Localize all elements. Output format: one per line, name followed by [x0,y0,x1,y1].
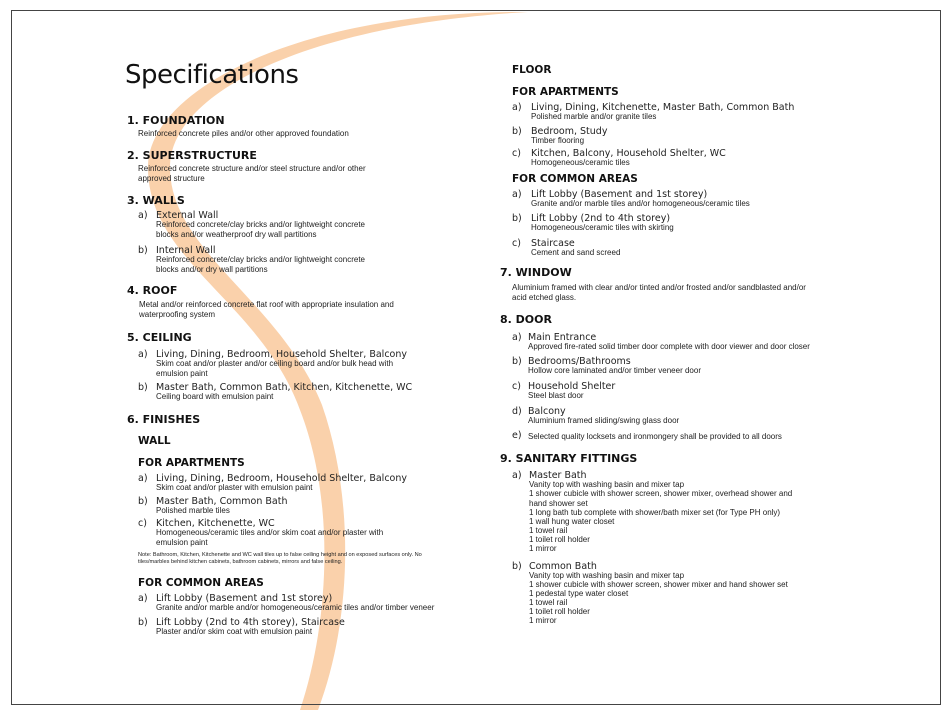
finishes-apartment-title: Living, Dining, Bedroom, Household Shelter, Balcony [156,473,407,484]
door-item-title: Main Entrance [528,332,597,343]
sanitary-line: 1 toilet roll holder [529,607,590,616]
walls-item-title: External Wall [156,210,219,221]
walls-heading: 3. WALLS [127,194,185,207]
floor-apartment-title: Bedroom, Study [531,126,608,137]
sanitary-item-title: Master Bath [529,470,587,481]
finishes-heading: 6. FINISHES [127,413,201,426]
door-item-letter: a) [512,332,522,343]
walls-item-letter: b) [138,245,148,256]
floor-apartment-letter: b) [512,126,522,137]
finishes-apartment-title: Master Bath, Common Bath [156,496,288,507]
sanitary-line: 1 towel rail [529,598,568,607]
door-item-text: Selected quality locksets and ironmongery shall be provided to all doors [528,432,782,441]
floor-common-heading: FOR COMMON AREAS [512,173,638,185]
sanitary-heading: 9. SANITARY FITTINGS [500,452,638,465]
roof-text: Metal and/or reinforced concrete flat roof with appropriate insulation and waterproofing system [139,300,394,319]
walls-item-letter: a) [138,210,148,221]
foundation-heading: 1. FOUNDATION [127,114,225,127]
floor-common-title: Lift Lobby (Basement and 1st storey) [531,189,708,200]
finishes-apartments-heading: FOR APARTMENTS [138,457,245,469]
door-item-title: Bedrooms/Bathrooms [528,356,631,367]
floor-apartment-text: Homogeneous/ceramic tiles [531,158,630,167]
walls-item-text: Reinforced concrete/clay bricks and/or lightweight concrete blocks and/or dry wall partitions [156,255,365,274]
floor-apartment-title: Living, Dining, Kitchenette, Master Bath, Common Bath [531,102,795,113]
door-item-letter: c) [512,381,521,392]
finishes-apartment-text: Polished marble tiles [156,506,230,515]
sanitary-line: 1 mirror [529,544,557,553]
floor-common-text: Granite and/or marble tiles and/or homogeneous/ceramic tiles [531,199,750,208]
floor-apartment-text: Timber flooring [531,136,585,145]
finishes-apartment-text: Homogeneous/ceramic tiles and/or skim coat and/or plaster with emulsion paint [156,528,384,547]
floor-common-letter: c) [512,238,521,249]
floor-common-text: Homogeneous/ceramic tiles with skirting [531,223,674,232]
sanitary-line: 1 wall hung water closet [529,517,615,526]
finishes-wall-heading: WALL [138,435,171,447]
sanitary-item-letter: a) [512,470,522,481]
door-item-text: Steel blast door [528,391,584,400]
door-heading: 8. DOOR [500,313,552,326]
ceiling-item-text: Skim coat and/or plaster and/or ceiling board and/or bulk head with emulsion paint [156,359,394,378]
door-item-text: Aluminium framed sliding/swing glass door [528,416,680,425]
finishes-common-heading: FOR COMMON AREAS [138,577,264,589]
door-item-title: Balcony [528,406,566,417]
sanitary-line: 1 shower cubicle with shower screen, shower mixer, overhead shower and hand shower set [529,489,793,508]
finishes-common-letter: b) [138,617,148,628]
superstructure-text: Reinforced concrete structure and/or steel structure and/or other approved structure [138,164,366,183]
finishes-apartment-letter: c) [138,518,147,529]
floor-apartment-letter: a) [512,102,522,113]
sanitary-line: 1 long bath tub complete with shower/bath mixer set (for Type PH only) [529,508,781,517]
finishes-apartment-letter: b) [138,496,148,507]
ceiling-item-letter: a) [138,349,148,360]
door-item-title: Household Shelter [528,381,616,392]
finishes-common-title: Lift Lobby (Basement and 1st storey) [156,593,333,604]
sanitary-item-title: Common Bath [529,561,597,572]
finishes-apartment-letter: a) [138,473,148,484]
sanitary-line: Vanity top with washing basin and mixer tap [529,480,685,489]
walls-item-title: Internal Wall [156,245,216,256]
sanitary-line: 1 toilet roll holder [529,535,590,544]
window-heading: 7. WINDOW [500,266,572,279]
sanitary-item-letter: b) [512,561,522,572]
floor-apartment-title: Kitchen, Balcony, Household Shelter, WC [531,148,726,159]
floor-apartment-letter: c) [512,148,521,159]
finishes-common-title: Lift Lobby (2nd to 4th storey), Staircase [156,617,345,628]
floor-common-letter: b) [512,213,522,224]
ceiling-item-text: Ceiling board with emulsion paint [156,392,274,401]
floor-common-title: Lift Lobby (2nd to 4th storey) [531,213,671,224]
roof-heading: 4. ROOF [127,284,178,297]
ceiling-heading: 5. CEILING [127,331,192,344]
door-item-text: Hollow core laminated and/or timber veneer door [528,366,701,375]
finishes-common-letter: a) [138,593,148,604]
foundation-text: Reinforced concrete piles and/or other approved foundation [138,129,349,138]
floor-common-letter: a) [512,189,522,200]
floor-common-text: Cement and sand screed [531,248,621,257]
finishes-common-text: Plaster and/or skim coat with emulsion paint [156,627,313,636]
sanitary-line: 1 towel rail [529,526,568,535]
floor-heading: FLOOR [512,64,552,76]
ceiling-item-letter: b) [138,382,148,393]
page-title: Specifications [125,60,299,90]
door-item-letter: d) [512,406,522,417]
ceiling-item-title: Master Bath, Common Bath, Kitchen, Kitchenette, WC [156,382,413,393]
sanitary-line: Vanity top with washing basin and mixer tap [529,571,685,580]
floor-apartment-text: Polished marble and/or granite tiles [531,112,657,121]
sanitary-line: 1 pedestal type water closet [529,589,629,598]
walls-item-text: Reinforced concrete/clay bricks and/or lightweight concrete blocks and/or weatherproof dry wall partitions [156,220,365,239]
superstructure-heading: 2. SUPERSTRUCTURE [127,149,257,162]
finishes-common-text: Granite and/or marble and/or homogeneous/ceramic tiles and/or timber veneer [156,603,435,612]
door-item-letter: b) [512,356,522,367]
window-text: Aluminium framed with clear and/or tinted and/or frosted and/or sandblasted and/or acid etched glass. [512,283,806,302]
finishes-apartment-title: Kitchen, Kitchenette, WC [156,518,275,529]
door-item-text: Approved fire-rated solid timber door complete with door viewer and door closer [528,342,810,351]
sanitary-line: 1 shower cubicle with shower screen, shower mixer and hand shower set [529,580,788,589]
finishes-apartment-text: Skim coat and/or plaster with emulsion paint [156,483,313,492]
floor-apartments-heading: FOR APARTMENTS [512,86,619,98]
floor-common-title: Staircase [531,238,575,249]
door-item-letter: e) [512,430,522,441]
sanitary-line: 1 mirror [529,616,557,625]
ceiling-item-title: Living, Dining, Bedroom, Household Shelter, Balcony [156,349,407,360]
finishes-note: Note: Bathroom, Kitchen, Kitchenette and WC wall tiles up to false ceiling height and on exposed surfaces only. No tiles/marbles behind kitchen cabinets, bathroom cabinets, mirrors and false ceiling. [138,552,422,565]
